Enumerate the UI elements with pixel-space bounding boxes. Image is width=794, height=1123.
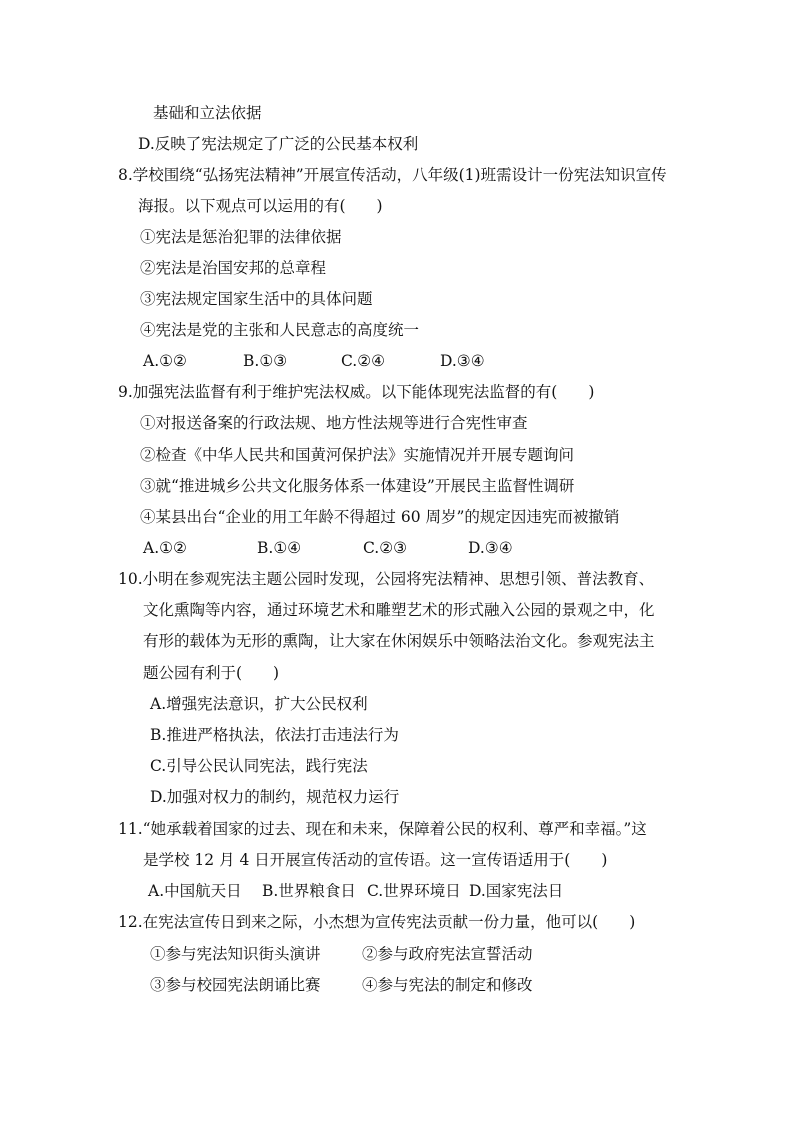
q12-item-1: ①参与宪法知识街头演讲 (150, 945, 321, 963)
q8-option-d: D.③④ (440, 352, 485, 370)
q11-option-b: B.世界粮食日 (262, 882, 356, 900)
q11-option-a: A.中国航天日 (148, 882, 242, 900)
q9-stem-line-1: 9.加强宪法监督有利于维护宪法权威。以下能体现宪法监督的有( ) (118, 383, 595, 401)
q8-option-c: C.②④ (341, 352, 386, 370)
q9-item-1: ①对报送备案的行政法规、地方性法规等进行合宪性审查 (140, 414, 528, 432)
q9-item-3: ③就“推进城乡公共文化服务体系一体建设”开展民主监督性调研 (140, 477, 575, 495)
q9-option-c: C.②③ (363, 539, 408, 557)
q10-option-a: A.增强宪法意识，扩大公民权利 (150, 695, 368, 713)
q11-stem-line-1: 11.“她承载着国家的过去、现在和未来，保障着公民的权利、尊严和幸福。”这 (118, 820, 647, 838)
q8-stem-line-1: 8.学校围绕“弘扬宪法精神”开展宣传活动，八年级(1)班需设计一份宪法知识宣传 (118, 166, 667, 184)
q8-option-a: A.①② (143, 352, 187, 370)
q8-option-b: B.①③ (243, 352, 288, 370)
q9-option-a: A.①② (143, 539, 187, 557)
q10-option-c: C.引导公民认同宪法，践行宪法 (150, 757, 368, 775)
q10-option-b: B.推进严格执法，依法打击违法行为 (150, 726, 399, 744)
q8-item-1: ①宪法是惩治犯罪的法律依据 (140, 228, 342, 246)
q10-stem-line-2: 文化熏陶等内容，通过环境艺术和雕塑艺术的形式融入公园的景观之中，化 (143, 601, 655, 619)
q9-item-2: ②检查《中华人民共和国黄河保护法》实施情况并开展专题询问 (140, 446, 575, 464)
q12-item-2: ②参与政府宪法宣誓活动 (362, 945, 533, 963)
q12-item-3: ③参与校园宪法朗诵比赛 (150, 976, 321, 994)
q11-stem-line-2: 是学校 12 月 4 日开展宣传活动的宣传语。这一宣传语适用于( ) (143, 851, 608, 869)
q9-option-b: B.①④ (257, 539, 302, 557)
q11-option-d: D.国家宪法日 (469, 882, 564, 900)
q10-option-d: D.加强对权力的制约，规范权力运行 (150, 788, 400, 806)
q8-item-3: ③宪法规定国家生活中的具体问题 (140, 290, 373, 308)
prev-question-option-d: D.反映了宪法规定了广泛的公民基本权利 (138, 135, 419, 153)
q10-stem-line-1: 10.小明在参观宪法主题公园时发现，公园将宪法精神、思想引领、普法教育、 (118, 570, 655, 588)
q12-stem-line-1: 12.在宪法宣传日到来之际，小杰想为宣传宪法贡献一份力量，他可以( ) (118, 913, 636, 931)
q11-option-c: C.世界环境日 (367, 882, 461, 900)
q8-stem-line-2: 海报。以下观点可以运用的有( ) (138, 197, 383, 215)
q12-item-4: ④参与宪法的制定和修改 (362, 976, 533, 994)
q8-item-4: ④宪法是党的主张和人民意志的高度统一 (140, 321, 420, 339)
q8-item-2: ②宪法是治国安邦的总章程 (140, 259, 327, 277)
prev-question-line: 基础和立法依据 (153, 104, 262, 122)
q10-stem-line-3: 有形的载体为无形的熏陶，让大家在休闲娱乐中领略法治文化。参观宪法主 (143, 632, 655, 650)
q9-item-4: ④某县出台“企业的用工年龄不得超过 60 周岁”的规定因违宪而被撤销 (140, 508, 620, 526)
q10-stem-line-4: 题公园有利于( ) (143, 664, 280, 682)
q9-option-d: D.③④ (468, 539, 513, 557)
